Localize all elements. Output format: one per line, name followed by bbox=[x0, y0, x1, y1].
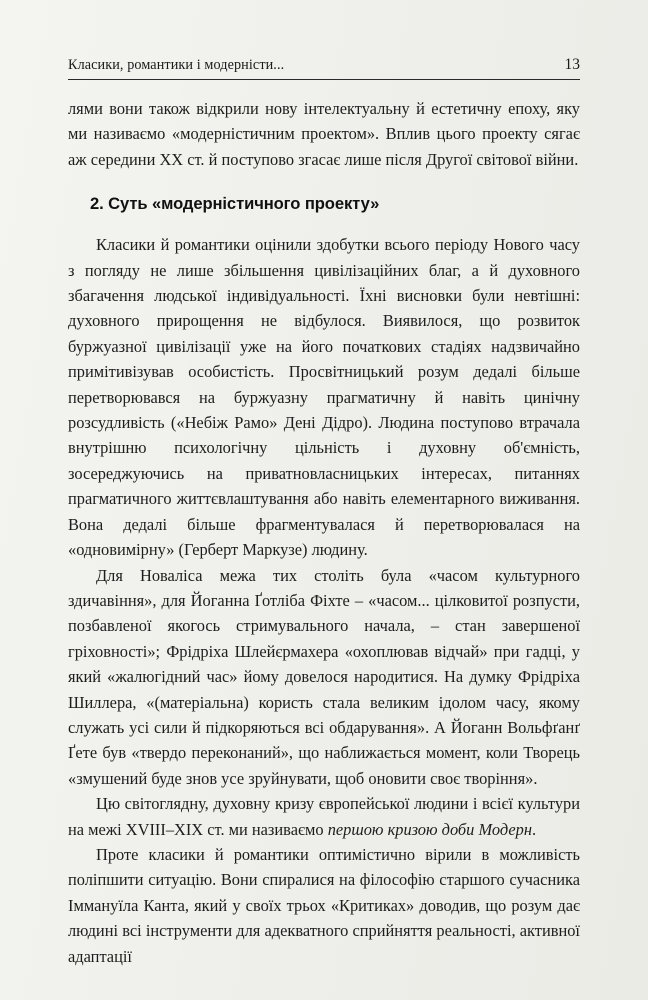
page-body bbox=[68, 80, 580, 969]
section-heading: 2. Суть «модерністичного проекту» bbox=[90, 194, 380, 214]
running-title: Класики, романтики і модерністи... bbox=[68, 57, 285, 73]
paragraph-3-emphasis: першою кризою доби Модерн bbox=[327, 819, 532, 839]
paragraph-3-text-before: Цю світоглядну, духовну кризу європейської людини і всієї культури на межі XVIII–XIX ст. ми називаємо bbox=[68, 794, 580, 839]
paragraph-continuation: лями вони також відкрили нову інтелектуальну й естетичну епоху, яку ми називаємо «модерністичним проектом». Вплив цього проекту сягає аж середини XX ст. й поступово згасає лише після Другої світової війни. bbox=[68, 99, 580, 169]
paragraph-2: Для Новаліса межа тих століть була «часом культурного здичавіння», для Йоганна Ґотліба Фіхте – «часом... цілковитої розпусти, позбавленої якогось стримувального начала, – стан завершеної гріховності»; Фрідріха Шлейєрмахера «охоплював відчай» при гадці, у який «жалюгідний час» йому довелося народитися. На думку Фрідріха Шиллера, «(матеріальна) користь стала великим ідолом часу, якому служать усі сили й підкоряються всі обдарування». А Йоганн Вольфґанґ Ґете був «твердо переконаний», що наближається момент, коли Творець «змушений буде знов усе зруйнувати, щоб оновити своє творіння». bbox=[68, 565, 580, 788]
paragraph-4: Проте класики й романтики оптимістично вірили в можливість поліпшити ситуацію. Вони спиралися на філософію старшого сучасника Іммануїла Канта, який у своїх трьох «Критиках» доводив, що розум дає людині всі інструменти для адекватного сприйняття реальності, активної адаптації bbox=[68, 844, 580, 966]
paragraph-3 bbox=[68, 791, 580, 842]
page-number: 13 bbox=[564, 56, 580, 73]
paragraph-1: Класики й романтики оцінили здобутки всього періоду Нового часу з погляду не лише збільшення цивілізаційних благ, а й духовного збагачення людської індивідуальності. Їхні висновки були невтішні: духовного прирощення не відбулося. Виявилося, що розвиток буржуазної цивілізації уже на його початкових стадіях надзвичайно примітивізував особистість. Просвітницький розум дедалі більше перетворювався на буржуазну прагматичну й навіть цинічну розсудливість («Небіж Рамо» Дені Дідро). Людина поступово втрачала внутрішню психологічну цільність і духовну об'ємність, зосереджуючись на приватновласницьких інтересах, питаннях прагматичного життєвлаштування або навіть елементарного виживання. Вона дедалі більше фрагментувалася й перетворювалася на «одновимірну» (Герберт Маркузе) людину. bbox=[68, 235, 580, 560]
page-header bbox=[68, 0, 580, 80]
paragraph-3-text-after: . bbox=[531, 819, 537, 839]
